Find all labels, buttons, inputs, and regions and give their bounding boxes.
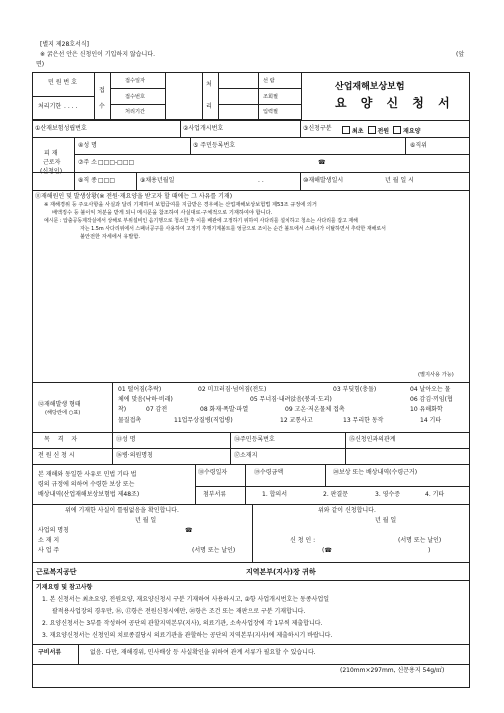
applicant-sign: (서명 또는 날인) <box>398 537 442 544</box>
apply-statement: 위와 같이 신청합니다. <box>318 507 376 514</box>
addressee-line: 지역본부(지사)장 귀하 <box>246 568 316 576</box>
request-type-options[interactable] <box>340 126 420 136</box>
type-02[interactable]: 02 미끄러짐·넘어짐(전도) <box>198 386 267 393</box>
applicant-phone-close: ) <box>428 547 431 554</box>
confirm-date: 년 월 일 <box>135 517 157 524</box>
compensation-q1: 본 재해와 동일한 사유로 민법 기타 법 <box>38 471 137 478</box>
instruction-1b: 괄적용사업장의 경우만, ⑯, ⑰항은 전원신청시에만, ⑳항은 조건 또는 재판으로 구분 기재합니다. <box>52 608 306 615</box>
first-checkbox[interactable] <box>342 126 350 134</box>
transfer-label: 전원 <box>377 128 390 135</box>
hire-date-label: ⑨채용년월일 <box>140 177 175 184</box>
request-type-label: ③신청구분 <box>303 125 332 132</box>
job-type-label: ⑧직 종 <box>78 177 97 184</box>
jeop-char: 접 <box>99 87 105 94</box>
page-title: 요 양 신 청 서 <box>335 96 455 110</box>
employer-sign: (서명 또는 날인) <box>192 547 236 554</box>
type-05[interactable]: 05 무너짐·내려앉음(붕괴·도괴) <box>250 396 332 403</box>
rrn-label: ⑤ 주민등록번호 <box>193 142 236 149</box>
type-11[interactable]: 11업무상질병(직업병) <box>174 417 233 424</box>
attachments-label: 첨부서류 <box>203 491 227 498</box>
instruction-1: 1. 본 신청서는 최초요양, 전원요양, 재요양신청시 구분 기재하여 사용하시고, ②항 사업개시번호는 동종사업일 <box>42 596 330 603</box>
type-01[interactable]: 01 떨어짐(추락) <box>118 386 162 393</box>
form-number: [별지 제28호서식] <box>40 41 89 48</box>
compensation-detail-label: ⑳보상 또는 배상내역(수령근거) <box>333 469 418 476</box>
witness-name-label: ⑬성 명 <box>116 436 136 443</box>
worker-label-1: 피 재 <box>44 150 58 157</box>
type-06-cont: 착) <box>118 406 127 413</box>
hospital-name-label: ⑯병·의원명칭 <box>116 452 153 459</box>
job-type-boxes[interactable]: □□□ <box>98 177 116 184</box>
required-docs-text: 없음. 다만, 재해경위, 민사배상 등 사실확인을 위하여 관계 서류가 필요할 수 있습니다. <box>90 649 316 656</box>
business-location-label: 소 재 지 <box>38 537 60 544</box>
applicant-label: 신 청 인 : <box>290 537 316 544</box>
review-label: 선 람 <box>263 78 275 84</box>
type-07[interactable]: 07 감전 <box>146 406 168 413</box>
instruction-2: 2. 요양신청서는 3부를 작성하여 공단의 관할지역본부(지사), 의료기관, 소속사업장에 각 1부씩 제출합니다. <box>42 620 323 627</box>
top-note: ※ 굵은선 안은 신청인이 기입하지 않습니다. <box>40 51 156 58</box>
accident-note-1: ※ 재해경위 등 주요사항을 사실과 달리 기재하여 보험급여를 지급받은 경우에는 산업재해보상보험법 제53조 규정에 의거 <box>44 202 317 208</box>
applicant-phone: (☎ <box>322 547 332 554</box>
type-10[interactable]: 10 유해화학 <box>410 406 443 413</box>
compensation-q3: 배상내역(산업재해보상보험법 제48조) <box>38 491 140 498</box>
attachment-2: 2. 판결문 <box>323 491 349 498</box>
business-start-no-label: ②사업개시번호 <box>183 125 224 132</box>
input-label: 입력필 <box>263 109 279 115</box>
apply-date: 년 월 일 <box>375 517 397 524</box>
page-side-mark: (앞 <box>456 51 465 58</box>
attachment-4: 4. 기타 <box>425 491 445 498</box>
job-title-label: ⑥직위 <box>410 142 427 149</box>
transfer-request-label: 전 원 신 청 시 <box>38 452 75 459</box>
re-treatment-label: 재요양 <box>403 128 421 135</box>
title-line1: 산업재해보상보험 <box>335 82 405 92</box>
receipt-no-label: 접수번호 <box>125 94 146 100</box>
instructions-head: 기재요령 및 참고사항 <box>36 584 93 591</box>
hospital-address-label: ⑰소재지 <box>234 452 258 459</box>
worker-label-3: (신청인) <box>40 168 63 175</box>
accident-head: ⑪재해원인 및 발생상황(※ 전원·재요양을 받고자 할 때에는 그 사유를 기재) <box>35 193 233 200</box>
compensation-q2: 령의 규정에 의하여 수령한 보상 또는 <box>38 481 135 488</box>
type-06[interactable]: 06 감김·끼임(협 <box>410 396 453 403</box>
address-label: ⑦주 소 <box>78 159 97 166</box>
receipt-date-label: 접수일자 <box>125 78 146 84</box>
worker-label-2: 근로자 <box>43 159 61 166</box>
type-08[interactable]: 08 화재·폭발·파열 <box>200 406 249 413</box>
re-treatment-checkbox[interactable] <box>393 126 401 134</box>
attachment-note: (별지사용 가능) <box>418 372 454 378</box>
witness-relation-label: ⑮신청인과의관계 <box>349 436 396 443</box>
instruction-3: 3. 재요양신청서는 신청인의 치료종결당시 의료기관을 관할하는 공단의 지역본부(지사)에 제출하시기 바랍니다. <box>42 632 333 639</box>
page-side-mark-2: 면) <box>36 61 45 68</box>
ri-char: 리 <box>206 103 212 110</box>
accident-example-1: 예시문 : 압출공동제작실에서 상해로 부위설비인 음기행으로 청소한 후 이를 배관에 고정하기 위하여 사다리를 설치하고 청소는 사다리를 잡고 재해 <box>44 218 358 224</box>
type-04[interactable]: 04 날아오는 물 <box>410 386 451 393</box>
business-phone-icon: ☎ <box>185 527 193 534</box>
employer-label: 사 업 주 <box>38 547 60 554</box>
disaster-type-label: ⑫재해발생 형태 <box>38 401 81 408</box>
witness-label: 목 격 자 <box>44 436 81 443</box>
transfer-checkbox[interactable] <box>368 126 376 134</box>
type-10-cont: 물질접촉 <box>118 417 142 424</box>
hire-date-dots: . . <box>258 177 264 184</box>
type-12[interactable]: 12 교통사고 <box>280 417 313 424</box>
type-14[interactable]: 14 기타 <box>420 417 442 424</box>
type-03[interactable]: 03 부딪힘(충돌) <box>333 386 377 393</box>
required-docs-label: 구비서류 <box>38 649 62 656</box>
attachment-1: 1. 합의서 <box>262 491 288 498</box>
type-04-cont: 체에 맞음(낙하·비래) <box>118 396 173 403</box>
paper-spec: (210mm×297mm, 신문용지 54g/㎡) <box>340 667 445 674</box>
type-09[interactable]: 09 고온·저온물체 접촉 <box>285 406 345 413</box>
proc-period-label: 처리기한 <box>38 103 62 110</box>
insurance-no-label: ①산재보험성립번호 <box>35 125 87 132</box>
su-char: 수 <box>99 103 105 110</box>
civil-no-label: 민 원 번 호 <box>48 79 77 86</box>
attachment-3: 3. 영수증 <box>375 491 401 498</box>
cheo-char: 처 <box>206 81 212 88</box>
business-name-label: 사업의 명칭 <box>38 527 69 534</box>
postal-code-boxes[interactable]: □□□-□□□ <box>98 159 135 166</box>
accident-date-label: ⑩재해발생일시 <box>303 177 344 184</box>
accident-example-3: 불안전한 자세에서 유발함. <box>80 234 141 240</box>
inquiry-label: 조회필 <box>263 94 279 100</box>
accident-example-2: 자는 1.5m 사다리위에서 스패너공구를 사용하여 고정기 후행기계볼트를 엉금으로 조이는 순간 볼트에서 스패너가 이탈하면서 추락한 재해로서 <box>80 226 386 232</box>
name-label: ④성 명 <box>78 142 97 149</box>
agency-name: 근로복지공단 <box>36 568 77 576</box>
witness-rrn-label: ⑭주민등록번호 <box>234 436 275 443</box>
accident-date-units: 년 월 일 시 <box>385 177 414 184</box>
proc-time-label: 처리기간 <box>125 109 146 115</box>
first-label: 최초 <box>352 128 364 135</box>
received-date-label: ⑱수령일자 <box>198 469 228 476</box>
accident-note-2: 배액징수 등 불이익 처분을 받게 되니 메시문을 참조하여 사실대로·구체적으로 기재하여야 합니다. <box>52 210 273 216</box>
confirm-statement: 위에 기재한 사실이 틀림없음을 확인합니다. <box>65 507 179 514</box>
phone-icon: ☎ <box>318 159 326 166</box>
disaster-type-hint: (해당란에 ○표) <box>45 410 81 416</box>
proc-dots: . . . . <box>64 103 78 110</box>
type-13[interactable]: 13 무리한 동작 <box>343 417 384 424</box>
received-amount-label: ⑲수령금액 <box>254 469 284 476</box>
